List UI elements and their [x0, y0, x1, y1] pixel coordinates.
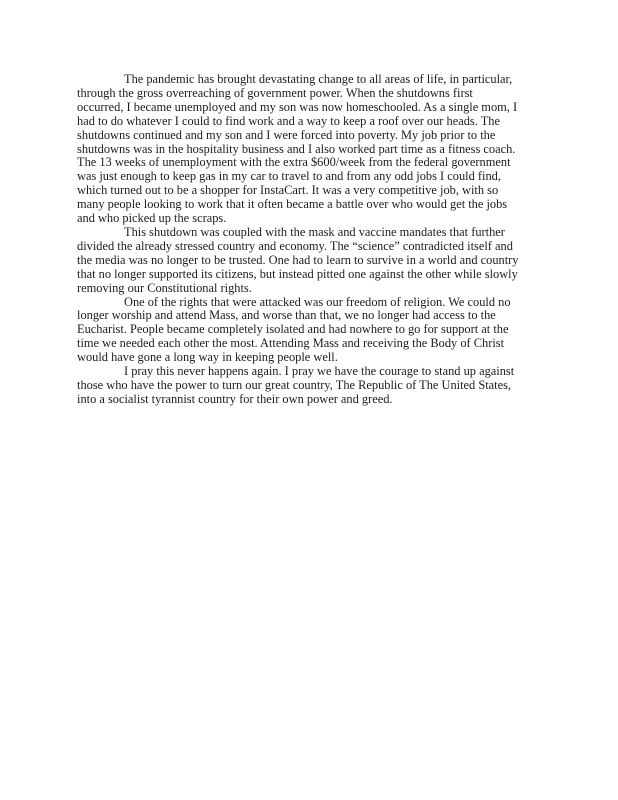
text-line: time we needed each other the most. Attending Mass and receiving the Body of Christ — [77, 336, 505, 351]
text-line: had to do whatever I could to find work and a way to keep a roof over our heads. The — [77, 113, 500, 128]
document-text — [77, 73, 547, 407]
text-line: shutdowns was in the hospitality business and I also worked part time as a fitness coach. — [77, 141, 516, 156]
text-line: Eucharist. People became completely isolated and had nowhere to go for support at the — [77, 322, 509, 337]
text-line: through the gross overreaching of government power. When the shutdowns first — [77, 85, 473, 100]
text-line: the media was no longer to be trusted. One had to learn to survive in a world and country — [77, 252, 519, 267]
paragraph — [77, 73, 547, 226]
text-line: The pandemic has brought devastating change to all areas of life, in particular, — [124, 72, 513, 86]
text-line: many people looking to work that it often became a battle over who would get the jobs — [77, 197, 508, 212]
text-line: which turned out to be a shopper for InstaCart. It was a very competitive job, with so — [77, 183, 499, 198]
paragraph — [77, 365, 547, 407]
paragraph — [77, 226, 547, 296]
text-line: divided the already stressed country and economy. The “science” contradicted itself and — [77, 238, 513, 253]
text-line: The 13 weeks of unemployment with the extra $600/week from the federal government — [77, 155, 511, 170]
text-line: longer worship and attend Mass, and worse than that, we no longer had access to the — [77, 308, 496, 323]
text-line: into a socialist tyrannist country for their own power and greed. — [77, 391, 393, 406]
paragraph — [77, 296, 547, 366]
text-line: would have gone a long way in keeping people well. — [77, 350, 338, 365]
text-line: those who have the power to turn our great country, The Republic of The United States, — [77, 377, 512, 392]
text-line: removing our Constitutional rights. — [77, 280, 252, 295]
text-line: that no longer supported its citizens, but instead pitted one against the other while slowly — [77, 266, 518, 281]
text-line: This shutdown was coupled with the mask and vaccine mandates that further — [124, 224, 505, 239]
text-line: occurred, I became unemployed and my son was now homeschooled. As a single mom, I — [77, 99, 518, 114]
text-line: and who picked up the scraps. — [77, 211, 227, 226]
text-line: I pray this never happens again. I pray we have the courage to stand up against — [124, 364, 515, 379]
text-line: shutdowns continued and my son and I were forced into poverty. My job prior to the — [77, 127, 496, 142]
text-line: was just enough to keep gas in my car to travel to and from any odd jobs I could find, — [77, 169, 501, 184]
text-line: One of the rights that were attacked was our freedom of religion. We could no — [124, 294, 511, 309]
